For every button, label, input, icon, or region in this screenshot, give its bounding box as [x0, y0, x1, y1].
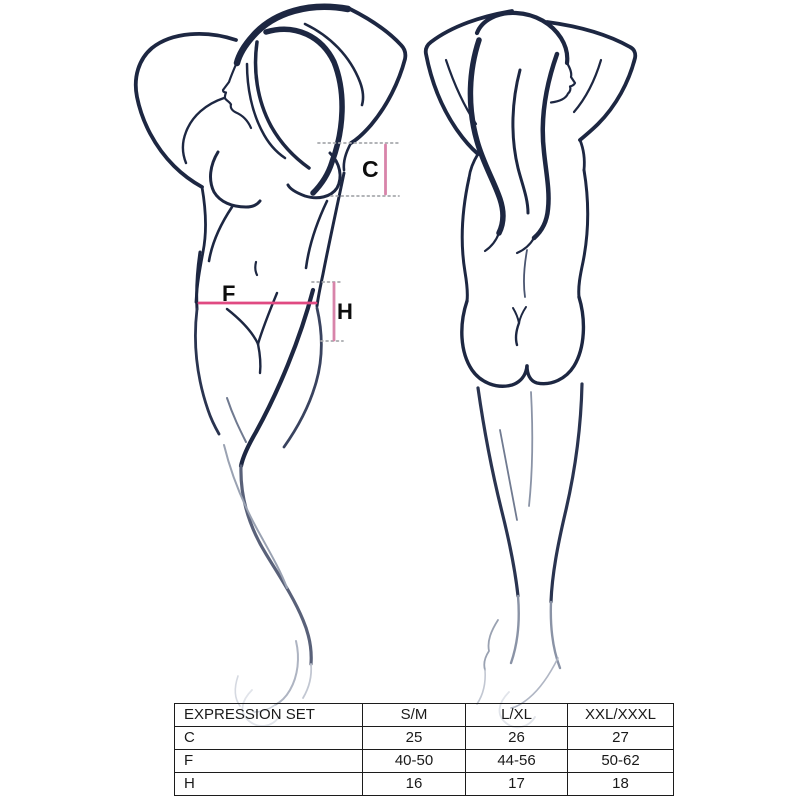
size-table [174, 703, 674, 796]
table-header-xxl: XXL/XXXL [568, 704, 674, 727]
table-header-sm: S/M [363, 704, 466, 727]
f-label: F [222, 281, 236, 306]
back-legs [477, 384, 582, 727]
row-h-sm: 16 [363, 773, 466, 796]
row-f-sm: 40-50 [363, 750, 466, 773]
figure-back-view [426, 11, 636, 727]
table-row-h [175, 773, 674, 796]
back-face-profile [551, 63, 575, 103]
table-header-product: EXPRESSION SET [175, 704, 363, 727]
row-f-xxl: 50-62 [568, 750, 674, 773]
back-arms [426, 11, 636, 178]
row-h-lxl: 17 [466, 773, 568, 796]
size-table-header-row [175, 704, 674, 727]
row-c-sm: 25 [363, 727, 466, 750]
front-hair [237, 7, 348, 193]
row-f-label: F [175, 750, 363, 773]
table-row-c [175, 727, 674, 750]
row-h-label: H [175, 773, 363, 796]
table-row-f [175, 750, 674, 773]
front-torso [197, 173, 344, 309]
c-label: C [362, 156, 379, 182]
figure-front-view [136, 7, 406, 726]
front-legs [195, 290, 321, 726]
row-c-label: C [175, 727, 363, 750]
measurement-f [199, 281, 316, 306]
row-h-xxl: 18 [568, 773, 674, 796]
row-f-lxl: 44-56 [466, 750, 568, 773]
back-buttocks [462, 297, 584, 386]
back-head [477, 13, 567, 63]
row-c-xxl: 27 [568, 727, 674, 750]
table-header-lxl: L/XL [466, 704, 568, 727]
row-c-lxl: 26 [466, 727, 568, 750]
h-label: H [337, 299, 353, 324]
back-hair [470, 40, 557, 253]
